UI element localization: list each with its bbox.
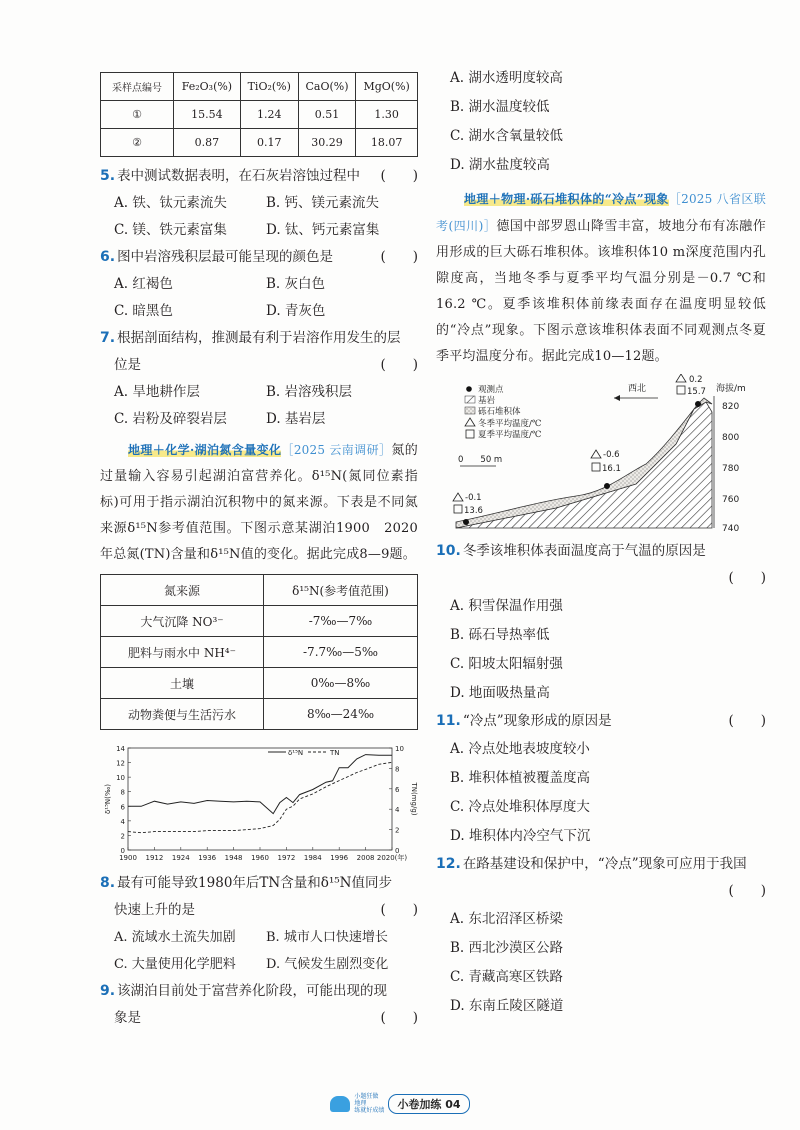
square-icon (466, 430, 474, 438)
option-a[interactable]: A. 东北沼泽区桥梁 (450, 911, 563, 927)
table-cell: 0.87 (174, 129, 241, 157)
question-number: 11. (436, 713, 461, 729)
y-right-axis-label: TN(mg/g) (410, 782, 418, 816)
series-line-tn (128, 762, 392, 832)
x-tick-label: 1924 (171, 854, 190, 862)
question-text: 图中岩溶残积层最可能呈现的颜色是 (117, 249, 334, 265)
option-c[interactable]: C. 岩粉及碎裂岩层 (114, 411, 227, 427)
question-5 (100, 163, 418, 190)
option-a[interactable]: A. 铁、钛元素流失 (114, 195, 227, 211)
option-d[interactable]: D. 钛、钙元素富集 (266, 222, 380, 238)
altitude-tick: 780 (722, 464, 740, 474)
table-cell: 0‰—8‰ (264, 668, 418, 699)
table-cell: 15.54 (174, 101, 241, 129)
table-header-cell: TiO₂(%) (240, 73, 298, 101)
y-left-axis-label: δ¹⁵N(‰) (104, 784, 112, 814)
mascot-icon (330, 1096, 350, 1112)
triangle-icon (676, 374, 686, 382)
options-row (100, 190, 418, 217)
option-d[interactable]: D. 地面吸热量高 (450, 685, 550, 701)
brand-line: 练就好成绩 (354, 1107, 385, 1114)
question-number: 5. (100, 168, 116, 184)
table-cell: 0.17 (240, 129, 298, 157)
options-row (100, 217, 418, 244)
question-8 (100, 870, 418, 897)
table-header-cell: MgO(%) (356, 73, 418, 101)
options-row (100, 379, 418, 406)
answer-paren[interactable]: ( ) (728, 570, 766, 586)
table-row (101, 129, 418, 157)
question-10 (436, 538, 766, 565)
nitrogen-line-chart (100, 738, 418, 870)
option-b[interactable]: B. 城市人口快速增长 (266, 930, 388, 945)
option-c[interactable]: C. 冷点处堆积体厚度大 (450, 799, 590, 815)
oxide-table (100, 72, 418, 157)
answer-paren[interactable]: ( ) (728, 883, 766, 899)
winter-temp: 0.2 (689, 375, 703, 385)
table-cell: 肥料与雨水中 NH⁴⁻ (101, 637, 264, 668)
square-icon (592, 463, 600, 471)
table-cell: 1.24 (240, 101, 298, 129)
answer-paren[interactable]: ( ) (380, 168, 418, 184)
answer-paren[interactable]: ( ) (380, 357, 418, 373)
answer-paren[interactable]: ( ) (380, 902, 418, 918)
question-text: 表中测试数据表明，在石灰岩溶蚀过程中 (117, 168, 361, 184)
observation-point (604, 483, 610, 489)
legend-dot-icon (466, 386, 472, 392)
x-tick-label: 1948 (224, 854, 243, 862)
winter-temp: -0.6 (603, 450, 620, 460)
option-a[interactable]: A. 旱地耕作层 (114, 384, 200, 400)
table-cell: 30.29 (298, 129, 356, 157)
option-b[interactable]: B. 灰白色 (266, 276, 326, 292)
question-number: 6. (100, 249, 116, 265)
options-row (100, 406, 418, 433)
question-12 (436, 851, 766, 878)
answer-paren[interactable]: ( ) (380, 1010, 418, 1026)
options-row (100, 951, 418, 978)
x-tick-label: 2020(年) (376, 854, 408, 862)
table-row (101, 668, 418, 699)
x-tick-label: 1936 (198, 854, 217, 862)
observation-point (695, 401, 701, 407)
question-7 (100, 325, 418, 352)
y-right-tick-label: 2 (395, 826, 400, 835)
table-cell: 动物粪便与生活污水 (101, 699, 264, 730)
legend-label: 观测点 (478, 385, 504, 395)
legend-bedrock-swatch (465, 396, 475, 403)
question-text: 位是 (114, 357, 141, 373)
question-10-paren-line (436, 565, 766, 592)
brand-mark (354, 1093, 384, 1114)
question-text: 冬季该堆积体表面温度高于气温的原因是 (462, 543, 706, 559)
table-header-cell: 氮来源 (101, 575, 264, 606)
option-b[interactable]: B. 砾石导热率低 (450, 627, 550, 643)
option-a[interactable]: A. 冷点处地表坡度较小 (450, 741, 590, 757)
triangle-icon (591, 450, 601, 458)
x-tick-label: 1996 (330, 854, 349, 862)
question-number: 8. (100, 875, 116, 891)
question-11 (436, 708, 766, 735)
question-9 (100, 978, 418, 1005)
options-row (100, 271, 418, 298)
table-cell: -7‰—7‰ (264, 606, 418, 637)
source-tag: ［2025 八省区联考(四川)］ (436, 192, 766, 233)
question-9-cont (100, 1005, 418, 1032)
question-text: “冷点”现象形成的原因是 (462, 713, 612, 729)
option-d[interactable]: D. 湖水盐度较高 (450, 157, 550, 173)
option-d[interactable]: D. 气候发生剧烈变化 (266, 957, 389, 972)
table-row (101, 101, 418, 129)
x-tick-label: 2008 (356, 854, 375, 862)
question-text: 快速上升的是 (114, 902, 195, 918)
triangle-icon (453, 493, 463, 501)
legend-label: 基岩 (478, 396, 496, 406)
option-b[interactable]: B. 湖水温度较低 (450, 99, 550, 115)
table-cell: 土壤 (101, 668, 264, 699)
scale-label: 0 50 m (458, 455, 503, 465)
option-c[interactable]: C. 青藏高寒区铁路 (450, 969, 563, 985)
option-c[interactable]: C. 暗黑色 (114, 303, 173, 319)
table-cell: 8‰—24‰ (264, 699, 418, 730)
question-7-cont (100, 352, 418, 379)
y-right-tick-label: 8 (395, 765, 400, 774)
option-c[interactable]: C. 镁、铁元素富集 (114, 222, 227, 238)
question-text: 最有可能导致1980年后TN含量和δ¹⁵N值同步 (117, 875, 392, 891)
question-text: 根据剖面结构，推测最有利于岩溶作用发生的层 (117, 330, 401, 346)
option-c[interactable]: C. 湖水含氧量较低 (450, 128, 563, 144)
summer-temp: 13.6 (464, 506, 483, 516)
square-icon (454, 505, 462, 513)
option-d[interactable]: D. 青灰色 (266, 303, 326, 319)
option-d[interactable]: D. 堆积体内冷空气下沉 (450, 828, 591, 844)
square-icon (677, 386, 685, 394)
question-12-paren-line (436, 878, 766, 905)
option-b[interactable]: B. 堆积体植被覆盖度高 (450, 770, 591, 786)
summer-temp: 15.7 (687, 387, 706, 397)
answer-paren[interactable]: ( ) (380, 249, 418, 265)
table-cell: ② (101, 129, 174, 157)
summer-temp: 16.1 (602, 464, 621, 474)
x-tick-label: 1984 (303, 854, 322, 862)
right-column (436, 64, 766, 1021)
question-number: 10. (436, 543, 461, 559)
legend-label: TN (330, 749, 340, 757)
observation-point (463, 519, 469, 525)
table-cell: 1.30 (356, 101, 418, 129)
option-b[interactable]: B. 岩溶残积层 (266, 384, 353, 400)
question-text: 象是 (114, 1010, 141, 1026)
option-b[interactable]: B. 钙、镁元素流失 (266, 195, 380, 211)
question-number: 12. (436, 856, 461, 872)
section-tag: 地理＋化学·湖泊氮含量变化 (128, 443, 282, 457)
direction-label: 西北 (628, 384, 647, 394)
table-header-row (101, 73, 418, 101)
nitrogen-source-table (100, 574, 418, 730)
series-line-d15n (128, 755, 392, 814)
legend-label: 砾石堆积体 (478, 407, 521, 417)
section-tag: 地理＋物理·砾石堆积体的“冷点”现象 (464, 192, 669, 206)
table-cell: 18.07 (356, 129, 418, 157)
footer-label: 小卷加练 04 (388, 1094, 469, 1114)
triangle-icon (465, 418, 475, 426)
intro-text: 德国中部罗恩山降雪丰富，坡地分布有冻融作用形成的巨大砾石堆积体。该堆积体10 m深度范围内孔隙度高，当地冬季与夏季平均气温分别是－0.7 ℃和16.2 ℃。夏季该堆积体前缘表面存在温度明显较低的“冷点”现象。下图示意该堆积体表面不同观测点冬夏季平均温度分布。据此完成10—12题。 (436, 219, 766, 364)
legend-debris-swatch (465, 407, 475, 414)
brand-line: 地理 (354, 1100, 367, 1107)
table-header-cell: Fe₂O₃(%) (174, 73, 241, 101)
y-left-tick-label: 10 (116, 774, 125, 783)
answer-paren[interactable]: ( ) (728, 713, 766, 729)
question-6 (100, 244, 418, 271)
y-left-tick-label: 12 (116, 759, 125, 768)
table-cell: 大气沉降 NO³⁻ (101, 606, 264, 637)
option-a[interactable]: A. 红褐色 (114, 276, 173, 292)
x-tick-label: 1972 (277, 854, 296, 862)
y-left-tick-label: 0 (120, 847, 125, 855)
altitude-tick: 800 (722, 433, 740, 443)
winter-temp: -0.1 (465, 493, 482, 503)
brand-line: 小题狂做 (354, 1093, 379, 1100)
table-row (101, 606, 418, 637)
question-text: 在路基建设和保护中，“冷点”现象可应用于我国 (462, 856, 747, 872)
y-right-tick-label: 4 (395, 806, 400, 815)
options-row (100, 298, 418, 325)
intro-text: 氮的过量输入容易引起湖泊富营养化。δ¹⁵N(氮同位素指标)可用于指示湖泊沉积物中的氮来源。下表是不同氮来源δ¹⁵N参考值范围。下图示意某湖泊1900 2020年总氮(TN)含量和δ¹⁵N值的变化。据此完成8—9题。 (100, 443, 419, 562)
section-intro (100, 437, 418, 568)
page-footer (0, 1093, 800, 1114)
option-c[interactable]: C. 大量使用化学肥料 (114, 957, 236, 972)
option-d[interactable]: D. 东南丘陵区隧道 (450, 998, 564, 1014)
question-8-cont (100, 897, 418, 924)
y-left-tick-label: 2 (120, 832, 125, 841)
question-text: 该湖泊目前处于富营养化阶段，可能出现的现 (117, 983, 388, 999)
x-tick-label: 1900 (119, 854, 137, 862)
x-tick-label: 1960 (251, 854, 269, 862)
question-number: 9. (100, 983, 116, 999)
altitude-tick: 760 (722, 495, 740, 505)
table-header-row (101, 575, 418, 606)
y-right-tick-label: 6 (395, 785, 400, 794)
y-right-tick-label: 10 (395, 745, 404, 753)
table-header-cell: 采样点编号 (101, 73, 174, 101)
table-cell: -7.7‰—5‰ (264, 637, 418, 668)
table-row (101, 637, 418, 668)
table-cell: 0.51 (298, 101, 356, 129)
option-c[interactable]: C. 阳坡太阳辐射强 (450, 656, 563, 672)
section-intro (436, 186, 766, 370)
option-b[interactable]: B. 西北沙漠区公路 (450, 940, 564, 956)
altitude-tick: 740 (722, 524, 740, 534)
table-cell: ① (101, 101, 174, 129)
y-left-tick-label: 4 (120, 817, 125, 826)
y-left-tick-label: 6 (120, 803, 125, 812)
legend-label: δ¹⁵N (288, 749, 304, 757)
options-row (100, 924, 418, 951)
altitude-tick: 820 (722, 402, 740, 412)
legend-label: 冬季平均温度/℃ (478, 419, 542, 429)
table-row (101, 699, 418, 730)
source-tag: ［2025 云南调研］ (281, 443, 392, 457)
x-tick-label: 1912 (145, 854, 164, 862)
slope-temperature-diagram (436, 374, 766, 536)
option-a[interactable]: A. 积雪保温作用强 (450, 598, 563, 614)
y-right-tick-label: 0 (395, 847, 400, 855)
y-left-tick-label: 14 (116, 745, 125, 753)
table-header-cell: δ¹⁵N(参考值范围) (264, 575, 418, 606)
legend-label: 夏季平均温度/℃ (478, 430, 542, 440)
table-header-cell: CaO(%) (298, 73, 356, 101)
y-left-tick-label: 8 (120, 788, 125, 797)
left-column (100, 72, 418, 1032)
altitude-axis-label: 海拔/m (716, 384, 746, 394)
option-a[interactable]: A. 流域水土流失加剧 (114, 930, 236, 945)
question-number: 7. (100, 330, 116, 346)
option-d[interactable]: D. 基岩层 (266, 411, 326, 427)
option-a[interactable]: A. 湖水透明度较高 (450, 70, 563, 86)
